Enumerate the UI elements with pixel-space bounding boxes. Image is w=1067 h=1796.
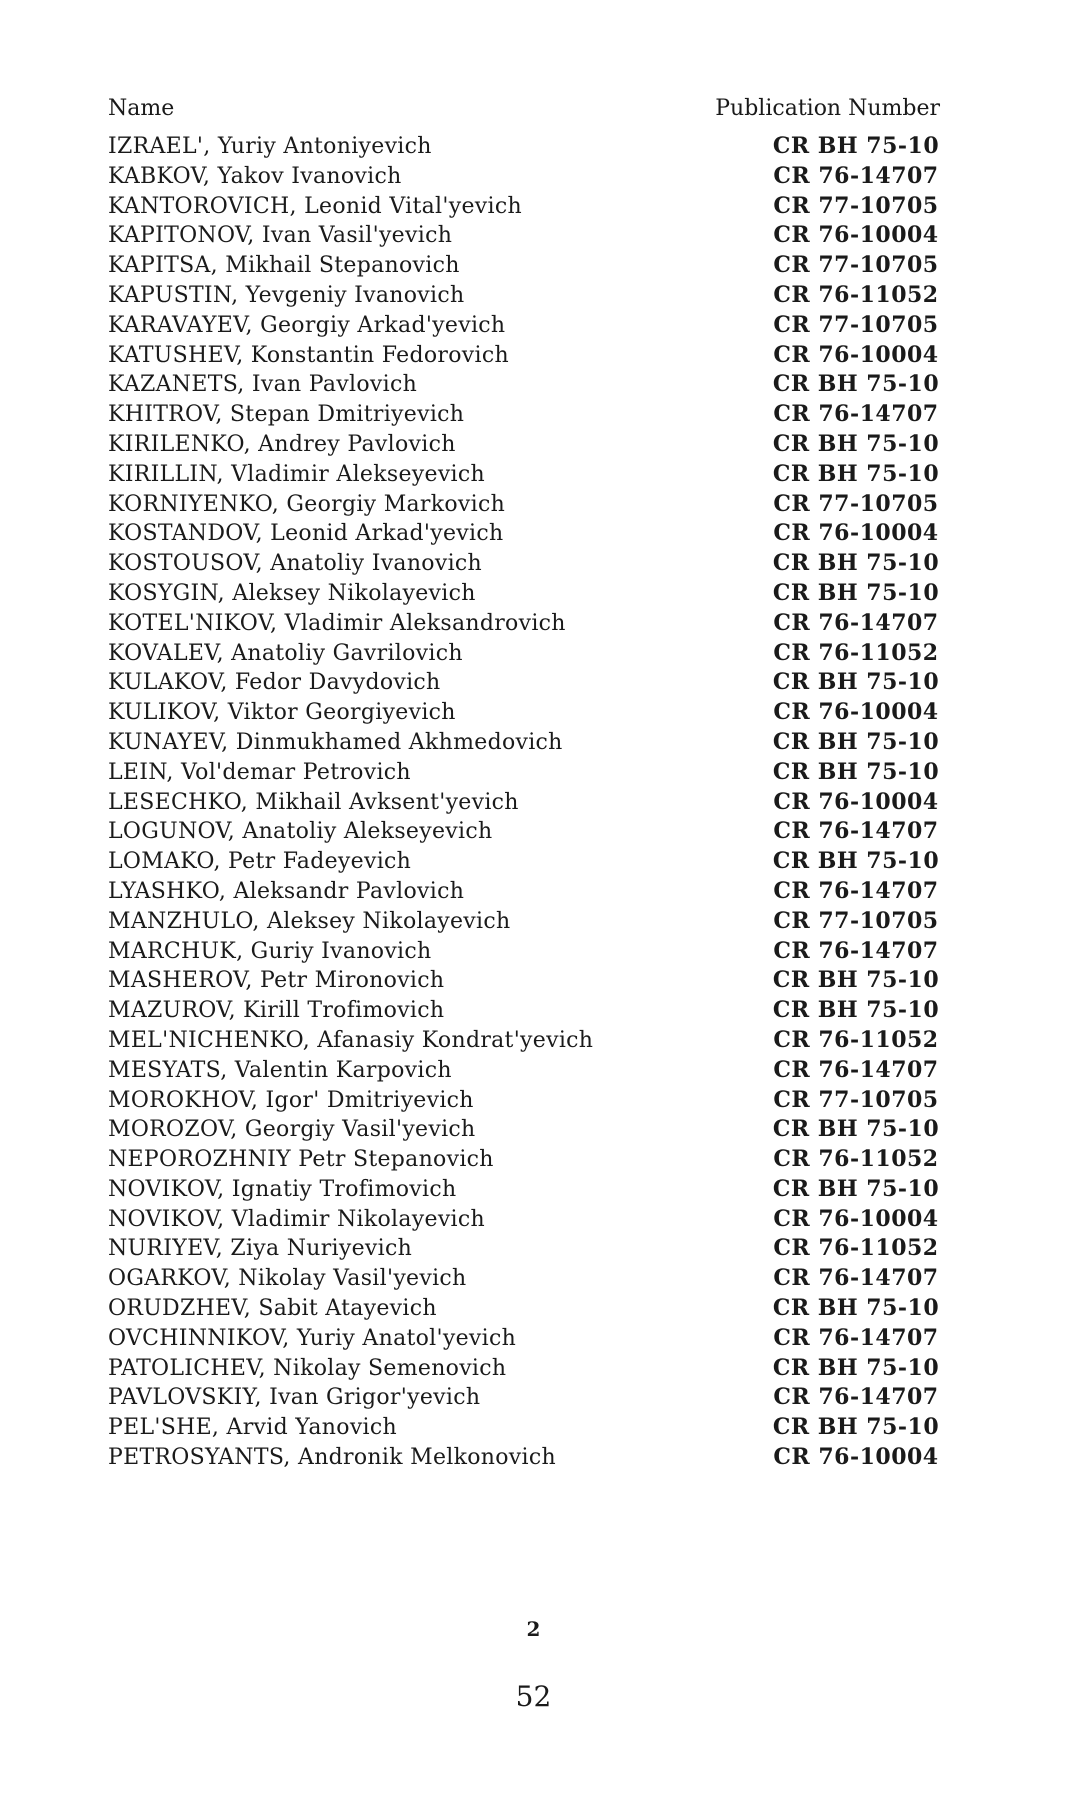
person-name: KAZANETS, Ivan Pavlovich xyxy=(108,372,418,398)
publication-number: CR 76-11052 xyxy=(773,639,939,666)
person-name: LEIN, Vol'demar Petrovich xyxy=(108,759,411,785)
table-row xyxy=(108,579,940,609)
person-name: MOROZOV, Georgiy Vasil'yevich xyxy=(108,1117,476,1143)
table-row xyxy=(108,132,940,162)
table-row xyxy=(108,519,940,549)
person-name: LOGUNOV, Anatoliy Alekseyevich xyxy=(108,819,493,845)
publication-number: CR BH 75-10 xyxy=(772,133,940,159)
publication-number: CR 76-11052 xyxy=(773,281,939,308)
table-row xyxy=(108,1294,940,1324)
publication-number: CR 76-10004 xyxy=(773,341,939,368)
person-name: MESYATS, Valentin Karpovich xyxy=(108,1057,452,1083)
publication-number: CR 76-14707 xyxy=(773,877,939,904)
publication-number: CR BH 75-10 xyxy=(772,1414,940,1441)
person-name: KHITROV, Stepan Dmitriyevich xyxy=(108,402,465,428)
publication-number: CR BH 75-10 xyxy=(772,1295,940,1322)
table-row xyxy=(108,400,940,430)
publication-number: CR 76-10004 xyxy=(773,788,939,815)
table-row xyxy=(108,460,940,490)
table-row xyxy=(108,728,940,758)
person-name: PAVLOVSKIY, Ivan Grigor'yevich xyxy=(108,1385,481,1411)
table-row xyxy=(108,370,940,400)
person-name: LESECHKO, Mikhail Avksent'yevich xyxy=(108,789,519,815)
table-row xyxy=(108,1324,940,1354)
person-name: LOMAKO, Petr Fadeyevich xyxy=(108,849,412,875)
table-row xyxy=(108,609,940,639)
table-row xyxy=(108,937,940,967)
person-name: KULIKOV, Viktor Georgiyevich xyxy=(108,700,456,726)
person-name: NURIYEV, Ziya Nuriyevich xyxy=(108,1236,413,1262)
table-row xyxy=(108,1383,940,1413)
page-number: 52 xyxy=(515,1680,552,1713)
publication-number: CR 76-10004 xyxy=(773,1205,939,1232)
publication-number: CR BH 75-10 xyxy=(772,371,940,398)
publication-number: CR 76-14707 xyxy=(773,937,939,964)
table-row xyxy=(108,281,940,311)
person-name: KARAVAYEV, Georgiy Arkad'yevich xyxy=(108,312,506,338)
table-row xyxy=(108,996,940,1026)
name-list xyxy=(108,132,940,1473)
publication-number: CR 76-11052 xyxy=(773,1146,939,1173)
person-name: NOVIKOV, Vladimir Nikolayevich xyxy=(108,1206,485,1232)
table-row xyxy=(108,758,940,788)
publication-number: CR 77-10705 xyxy=(773,1086,939,1113)
person-name: MEL'NICHENKO, Afanasiy Kondrat'yevich xyxy=(108,1027,594,1053)
table-row xyxy=(108,549,940,579)
person-name: NOVIKOV, Ignatiy Trofimovich xyxy=(108,1176,457,1202)
table-row xyxy=(108,341,940,371)
table-row xyxy=(108,490,940,520)
table-row xyxy=(108,1413,940,1443)
publication-number: CR BH 75-10 xyxy=(772,430,940,457)
table-row xyxy=(108,1234,940,1264)
publication-number: CR 77-10705 xyxy=(773,311,939,338)
person-name: PEL'SHE, Arvid Yanovich xyxy=(108,1415,397,1441)
table-row xyxy=(108,251,940,281)
table-row xyxy=(108,1354,940,1384)
table-row xyxy=(108,1175,940,1205)
publication-number: CR BH 75-10 xyxy=(772,1354,940,1381)
person-name: KULAKOV, Fedor Davydovich xyxy=(108,670,441,696)
publication-number: CR BH 75-10 xyxy=(772,728,940,755)
person-name: MOROKHOV, Igor' Dmitriyevich xyxy=(108,1087,474,1113)
table-row xyxy=(108,639,940,669)
table-header xyxy=(108,96,940,126)
person-name: KATUSHEV, Konstantin Fedorovich xyxy=(108,342,509,368)
publication-number: CR BH 75-10 xyxy=(772,550,940,577)
publication-number: CR BH 75-10 xyxy=(772,848,940,875)
table-row xyxy=(108,1056,940,1086)
person-name: OGARKOV, Nikolay Vasil'yevich xyxy=(108,1266,467,1292)
table-row xyxy=(108,847,940,877)
table-row xyxy=(108,1205,940,1235)
publication-number: CR 76-14707 xyxy=(773,1384,939,1411)
publication-number: CR 76-14707 xyxy=(773,1324,939,1351)
person-name: ORUDZHEV, Sabit Atayevich xyxy=(108,1296,437,1322)
publication-number: CR 76-10004 xyxy=(773,520,939,547)
publication-number: CR 77-10705 xyxy=(773,490,939,517)
person-name: NEPOROZHNIY Petr Stepanovich xyxy=(108,1147,494,1173)
person-name: KAPITONOV, Ivan Vasil'yevich xyxy=(108,223,453,249)
person-name: KOSTANDOV, Leonid Arkad'yevich xyxy=(108,521,504,547)
footer-mark: 2 xyxy=(526,1617,541,1641)
publication-number: CR 76-10004 xyxy=(773,699,939,726)
table-row xyxy=(108,1026,940,1056)
publication-number: CR BH 75-10 xyxy=(772,1175,940,1202)
table-row xyxy=(108,1443,940,1473)
publication-number: CR 76-11052 xyxy=(773,1026,939,1053)
publication-number: CR BH 75-10 xyxy=(772,579,940,606)
person-name: MANZHULO, Aleksey Nikolayevich xyxy=(108,908,511,934)
person-name: LYASHKO, Aleksandr Pavlovich xyxy=(108,878,465,904)
publication-number: CR 76-14707 xyxy=(773,401,939,428)
publication-number: CR BH 75-10 xyxy=(772,460,940,487)
person-name: KOSYGIN, Aleksey Nikolayevich xyxy=(108,580,476,606)
person-name: KIRILENKO, Andrey Pavlovich xyxy=(108,431,456,457)
publication-number: CR 77-10705 xyxy=(773,252,939,279)
publication-number: CR BH 75-10 xyxy=(772,669,940,696)
publication-number: CR 76-14707 xyxy=(773,609,939,636)
table-row xyxy=(108,430,940,460)
person-name: MARCHUK, Guriy Ivanovich xyxy=(108,938,432,964)
person-name: PATOLICHEV, Nikolay Semenovich xyxy=(108,1355,507,1381)
publication-number: CR BH 75-10 xyxy=(772,758,940,785)
person-name: KAPUSTIN, Yevgeniy Ivanovich xyxy=(108,282,465,308)
table-row xyxy=(108,162,940,192)
table-row xyxy=(108,221,940,251)
table-row xyxy=(108,1145,940,1175)
table-row xyxy=(108,907,940,937)
table-row xyxy=(108,966,940,996)
publication-number: CR BH 75-10 xyxy=(772,967,940,994)
person-name: OVCHINNIKOV, Yuriy Anatol'yevich xyxy=(108,1325,517,1351)
publication-number: CR 76-10004 xyxy=(773,1444,939,1471)
person-name: KAPITSA, Mikhail Stepanovich xyxy=(108,253,460,279)
person-name: IZRAEL', Yuriy Antoniyevich xyxy=(108,134,432,159)
publication-number: CR 76-14707 xyxy=(773,1056,939,1083)
publication-number: CR 76-11052 xyxy=(773,1235,939,1262)
table-row xyxy=(108,668,940,698)
name-column-header: Name xyxy=(108,96,175,121)
person-name: MASHEROV, Petr Mironovich xyxy=(108,968,445,994)
table-row xyxy=(108,698,940,728)
person-name: KOTEL'NIKOV, Vladimir Aleksandrovich xyxy=(108,610,566,636)
table-row xyxy=(108,1115,940,1145)
table-row xyxy=(108,788,940,818)
person-name: KUNAYEV, Dinmukhamed Akhmedovich xyxy=(108,729,563,755)
table-row xyxy=(108,1264,940,1294)
table-row xyxy=(108,817,940,847)
person-name: KABKOV, Yakov Ivanovich xyxy=(108,163,402,189)
publication-number: CR 77-10705 xyxy=(773,907,939,934)
publication-number-column-header: Publication Number xyxy=(715,96,940,121)
table-row xyxy=(108,1086,940,1116)
table-row xyxy=(108,192,940,222)
person-name: PETROSYANTS, Andronik Melkonovich xyxy=(108,1445,556,1471)
person-name: KOSTOUSOV, Anatoliy Ivanovich xyxy=(108,551,483,577)
publication-number: CR 76-14707 xyxy=(773,818,939,845)
table-row xyxy=(108,311,940,341)
person-name: KIRILLIN, Vladimir Alekseyevich xyxy=(108,461,485,487)
person-name: MAZUROV, Kirill Trofimovich xyxy=(108,998,445,1024)
publication-number: CR BH 75-10 xyxy=(772,997,940,1024)
table-row xyxy=(108,877,940,907)
person-name: KORNIYENKO, Georgiy Markovich xyxy=(108,491,506,517)
publication-number: CR 77-10705 xyxy=(773,192,939,219)
publication-number: CR 76-14707 xyxy=(773,162,939,189)
person-name: KOVALEV, Anatoliy Gavrilovich xyxy=(108,640,463,666)
publication-number: CR BH 75-10 xyxy=(772,1116,940,1143)
person-name: KANTOROVICH, Leonid Vital'yevich xyxy=(108,193,522,219)
publication-number: CR 76-14707 xyxy=(773,1265,939,1292)
publication-number: CR 76-10004 xyxy=(773,222,939,249)
